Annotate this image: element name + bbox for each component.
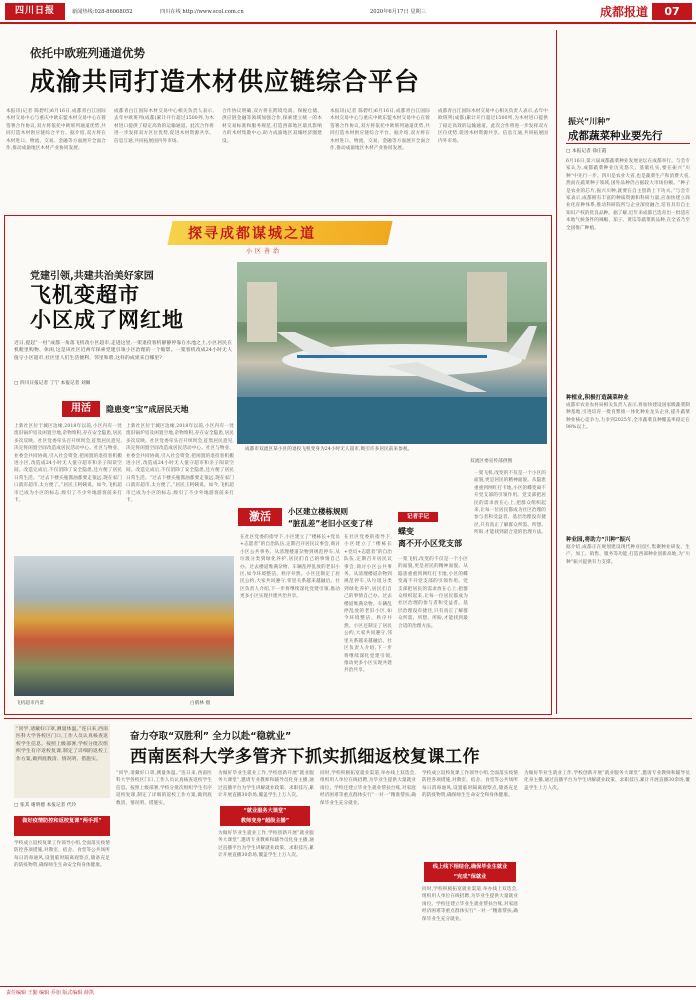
lead-body-col3: 合作协议明确,双方将在跨境电商、保税仓储、供应链金融等领域加强合作,探索建立统一的木材交易标准和服务规范,打造西部地区最具影响力的木材集散中心,助力成渝地区双城经济圈建设。 xyxy=(222,109,322,144)
airplane-photo xyxy=(237,262,547,444)
bottom-sub3-line2: “完成”保就业 xyxy=(453,874,487,880)
bottom-sub3-line1: 线上线下相结合,确保毕业生就业 xyxy=(432,864,508,870)
masthead xyxy=(0,0,696,24)
bottom-col4: 同时,学校积极拓宽就业渠道,举办线上双选会,组织用人单位在线招聘,为毕业生提供大量就业岗位。学校还建立毕业生就业帮扶台账,对家庭经济困难等重点群体实行“一对一”精准帮扶,确保毕业生充分就业。 xyxy=(320,771,416,806)
feature-kicker: 党建引领,共建共治美好家园 xyxy=(30,271,154,282)
bottom-kicker: 奋力夺取“双胜利” 全力以赴“稳就业” xyxy=(130,731,292,742)
bottom-sub2 xyxy=(220,806,310,826)
right-body: 6月16日,第六届成都蔬菜种业发展论坛在成都举行。与会专家认为,成都蔬菜种业历史悠久、基础扎实,要在振兴“川种”中先行一步。四川是农业大省,也是蔬菜生产和消费大省,然而在蔬菜种子领域,国外品种仍占据较大市场份额。“种子是农业的芯片,振兴川种,就要在自主创新上下功夫。”与会专家表示,成都拥有丰富的种质资源和科研力量,应加快建立商业化育种体系,推动科研院所与企业深度融合,培育具有自主知识产权的优良品种。据了解,近年来成都已选育出一批适应本地气候条件的辣椒、茄子、黄瓜等蔬菜新品种,在全省乃至全国推广种植。 xyxy=(566,159,690,231)
lead-headline: 成渝共同打造木材供应链综合平台 xyxy=(30,67,421,96)
sub1-body-b: 上新社区位于城区边缘,2018年以前,小区内有一处废旧锅炉房及闲置空地,杂物堆积,存在安全隐患,居民多次反映。社区党委牵头召开坝坝会,征集居民意见,决定将闲置空间改造成居民活动中心。社区与物业、业委会共同协商,引入社会资金,把闲置的退役客机搬进小区,改造成24小时无人值守超市和亲子阅读空间。改造完成后,不仅消除了安全隐患,还方便了居民日常生活。“过去下楼买瓶酱油都要走很远,现在家门口就有超市,太方便了。”居民王阿姨说。如今,飞机超市已成为小区的标志,吸引了不少外地游客前来打卡。 xyxy=(126,424,234,504)
feature-byline: □ 四川日报记者 丁宁 本报记者 刘佩 xyxy=(14,381,91,386)
sub2-title-2: “脏乱差”老旧小区变了样 xyxy=(288,519,373,528)
bottom-col2: “同学,请戴好口罩,测量体温。”连日来,西南医科大学各校区门口,工作人员认真核查返校学生信息。按照上级部署,学校分批次组织学生有序返校复课,制定了详细的返校工作方案,做到底数清、情况明、措施实。 xyxy=(116,771,212,806)
lead-body-col1: 本报讯(记者 陈碧红)6月16日,成都青白江国际木材交易中心与重庆中欧东盟木材交易中心在蓉签署合作协议,双方将依托中欧班列通道优势,共同打造木材供应链综合平台。据介绍,双方将在木材进口、物流、交易、金融等方面展开全面合作,推动成渝地区木材产业协同发展。 xyxy=(6,109,106,152)
right-headline: 成都蔬菜种业要先行 xyxy=(568,130,663,142)
bottom-col3: 为做好毕业生就业工作,学校创新开展“就业服务大课堂”,邀请专业教师和辅导员化身主播,通过直播平台为学生讲解就业政策、求职技巧,累计开展直播30余场,覆盖学生上万人次。 xyxy=(218,831,314,859)
lead-body-col4: 本报讯(记者 陈碧红)6月16日,成都青白江国际木材交易中心与重庆中欧东盟木材交易中心在蓉签署合作协议,双方将依托中欧班列通道优势,共同打造木材供应链综合平台。据介绍,双方将在木材进口、物流、交易、金融等方面展开全面合作,推动成渝地区木材产业协同发展。 xyxy=(330,109,430,152)
section-title: 成都报道 xyxy=(599,5,648,19)
sub1-credit: 白鹤林 摄 xyxy=(190,701,211,706)
bottom-sub2-line2: 教师变身“超级主播” xyxy=(240,818,290,824)
issue-date: 2020年6月17日 星期三 xyxy=(370,9,426,15)
tag-note: 记者手记 xyxy=(398,512,438,522)
airplane-illustration xyxy=(237,262,547,444)
right-sub1: 种植业,积极打造蔬菜种业 xyxy=(566,395,629,401)
sub2-body-a: 在社区党委的指导下,小区建立了“楼栋长+党员+志愿者”的自治队伍,定期召开居民议事会,商讨小区公共事务。从清理楼道杂物到规范停车,从垃圾分类到绿化养护,居民们自己的事情自己办。过去楼道堆满杂物、车辆乱停乱放的老旧小区,如今环境整洁、秩序井然。小区还制定了居民公约,大家共同遵守,邻里关系越来越融洽。社区负责人介绍,下一步将继续深化党建引领,推动更多小区实现共建共治共享。 xyxy=(240,535,340,600)
right-sub2-body: 据介绍,成都正在规划建设现代种业园区,集聚种业研发、生产、加工、销售、服务等功能,打造西部种业创新高地,为“川种”振兴提供有力支撑。 xyxy=(566,545,690,565)
bottom-sub2-line1: “就业服务大课堂” xyxy=(243,808,287,814)
supermarket-photo xyxy=(14,556,234,696)
photo-caption: 成都市双流区某小区的退役飞机变身为24小时无人超市,吸引许多居民前来参观。 xyxy=(245,447,413,452)
bottom-intro: “同学,请戴好口罩,测量体温。”连日来,西南医科大学各校区门口,工作人员认真核查返校学生信息。按照上级部署,学校分批次组织学生有序返校复课,制定了详细的返校工作方案,做到底数清、情况明、措施实。 xyxy=(14,724,110,798)
newspaper-logo: 四川日报 xyxy=(5,3,65,20)
feature-banner: 探寻成都谋城之道 xyxy=(188,226,316,242)
page-footer: 责任编辑 王勤 编辑 乔加 版式编辑 薛凯 xyxy=(0,986,696,1000)
feature-intro: 近日,提起“一村”成都一角落飞机改小区超市,走进这里,一架退役客机静静停靠在水池之上,小区居民在机舱里购物、休闲,这是该社区近两年探索党建引领小区治理的一个缩影。一架客机改成24小时无人值守小区超市,社区里人们生活便利、邻里和谐,这样的成果来自哪里? xyxy=(14,341,232,361)
photo-credit: 双流区委宣传部供图 xyxy=(470,459,513,464)
sub2-title-1: 小区建立楼栋规则 xyxy=(288,507,348,516)
bottom-rule xyxy=(4,718,692,719)
right-sub2: 种业园,将助力“川种”振兴 xyxy=(566,537,631,543)
bottom-sub3 xyxy=(424,862,516,882)
right-sub1-body: 成都市农业农村局相关负责人表示,将加快建设国家级蔬菜制种基地,引进培育一批育繁推一体化种业龙头企业,提升蔬菜种业核心竞争力,力争到2025年,全市蔬菜良种覆盖率稳定在98%以上。 xyxy=(566,403,690,431)
sub3-title-2: 离不开小区党支部 xyxy=(398,539,462,548)
column-divider xyxy=(556,30,557,714)
tag-yonghuo: 用活 xyxy=(62,401,100,417)
sub3-title-1: 蝶变 xyxy=(398,527,414,536)
sub3-body-a: 一架飞机,改变的不仅是一个小区的面貌,更是居民的精神面貌。从隐患重重到网红打卡地,小区的蝶变离不开党支部的引领作用。党支部把居民的需求放在心上,把群众组织起来,让每一位居民都成为社区治理的参与者和受益者。基层治理没有捷径,只有真正了解群众所需、所想、所盼,才能找到最合适的治理方法。 xyxy=(398,557,468,629)
website-label: 四川在线 http://www.scol.com.cn xyxy=(160,9,244,15)
sub1-caption: 飞机超市内景 xyxy=(16,701,45,706)
feature-headline-1: 飞机变超市 xyxy=(30,283,140,307)
sub1-title: 隐患变“宝”成居民天地 xyxy=(106,405,189,414)
feature-banner-sub: 小区善治 xyxy=(246,248,283,255)
sub2-body-b: 在社区党委的指导下,小区建立了“楼栋长+党员+志愿者”的自治队伍,定期召开居民议事会,商讨小区公共事务。从清理楼道杂物到规范停车,从垃圾分类到绿化养护,居民们自己的事情自己办。过去楼道堆满杂物、车辆乱停乱放的老旧小区,如今环境整洁、秩序井然。小区还制定了居民公约,大家共同遵守,邻里关系越来越融洽。社区负责人介绍,下一步将继续深化党建引领,推动更多小区实现共建共治共享。 xyxy=(344,535,392,674)
right-kicker: 振兴“川种” xyxy=(568,117,611,126)
sub3-body-b: 一架飞机,改变的不仅是一个小区的面貌,更是居民的精神面貌。从隐患重重到网红打卡地,小区的蝶变离不开党支部的引领作用。党支部把居民的需求放在心上,把群众组织起来,让每一位居民都成为社区治理的参与者和受益者。基层治理没有捷径,只有真正了解群众所需、所想、所盼,才能找到最合适的治理方法。 xyxy=(474,471,546,536)
right-byline: □ 本报记者 徐庄霞 xyxy=(566,149,607,154)
bottom-col6: 为做好毕业生就业工作,学校创新开展“就业服务大课堂”,邀请专业教师和辅导员化身主播,通过直播平台为学生讲解就业政策、求职技巧,累计开展直播30余场,覆盖学生上万人次。 xyxy=(524,771,690,791)
lead-body-col2: 成都青白江国际木材交易中心相关负责人表示,去年中欧班列(成都)累计开行超过1500列,为木材进口提供了稳定高效的运输通道。此次合作将进一步发挥双方区位优势,促进木材资源共享、信息互通,共同拓展国内外市场。 xyxy=(114,109,214,144)
bottom-sub1: 做好疫情防控和返校复课“两手抓” xyxy=(14,816,110,836)
right-rule xyxy=(566,143,690,144)
page-number: 07 xyxy=(652,3,692,20)
lead-kicker: 依托中欧班列通道优势 xyxy=(30,46,145,60)
bottom-col5b: 同时,学校积极拓宽就业渠道,举办线上双选会,组织用人单位在线招聘,为毕业生提供大量就业岗位。学校还建立毕业生就业帮扶台账,对家庭经济困难等重点群体实行“一对一”精准帮扶,确保毕业生充分就业。 xyxy=(422,887,518,922)
bottom-byline: □ 张其 谢明德 本报记者 代玲 xyxy=(14,803,77,808)
sub1-body-a: 上新社区位于城区边缘,2018年以前,小区内有一处废旧锅炉房及闲置空地,杂物堆积,存在安全隐患,居民多次反映。社区党委牵头召开坝坝会,征集居民意见,决定将闲置空间改造成居民活动中心。社区与物业、业委会共同协商,引入社会资金,把闲置的退役客机搬进小区,改造成24小时无人值守超市和亲子阅读空间。改造完成后,不仅消除了安全隐患,还方便了居民日常生活。“过去下楼买瓶酱油都要走很远,现在家门口就有超市,太方便了。”居民王阿姨说。如今,飞机超市已成为小区的标志,吸引了不少外地游客前来打卡。 xyxy=(14,424,122,504)
bottom-col5a: 学校成立返校复课工作领导小组,全面落实疫情防控各项措施,对教室、宿舍、食堂等公共场所每日消毒通风,设置临时隔离观察点,储备充足的防疫物资,确保师生生命安全和身体健康。 xyxy=(422,771,518,799)
lead-body-col5: 成都青白江国际木材交易中心相关负责人表示,去年中欧班列(成都)累计开行超过1500列,为木材进口提供了稳定高效的运输通道。此次合作将进一步发挥双方区位优势,促进木材资源共享、信息互通,共同拓展国内外市场。 xyxy=(438,109,548,144)
feature-headline-2: 小区成了网红地 xyxy=(30,308,184,332)
bottom-col3a: 为做好毕业生就业工作,学校创新开展“就业服务大课堂”,邀请专业教师和辅导员化身主播,通过直播平台为学生讲解就业政策、求职技巧,累计开展直播30余场,覆盖学生上万人次。 xyxy=(218,771,314,799)
tag-jihuo: 激活 xyxy=(238,508,282,526)
bottom-headline: 西南医科大学多管齐下抓实抓细返校复课工作 xyxy=(130,747,480,767)
bottom-col1: 学校成立返校复课工作领导小组,全面落实疫情防控各项措施,对教室、宿舍、食堂等公共场所每日消毒通风,设置临时隔离观察点,储备充足的防疫物资,确保师生生命安全和身体健康。 xyxy=(14,841,110,869)
hotline: 新闻热线:028-86068052 xyxy=(72,9,133,15)
